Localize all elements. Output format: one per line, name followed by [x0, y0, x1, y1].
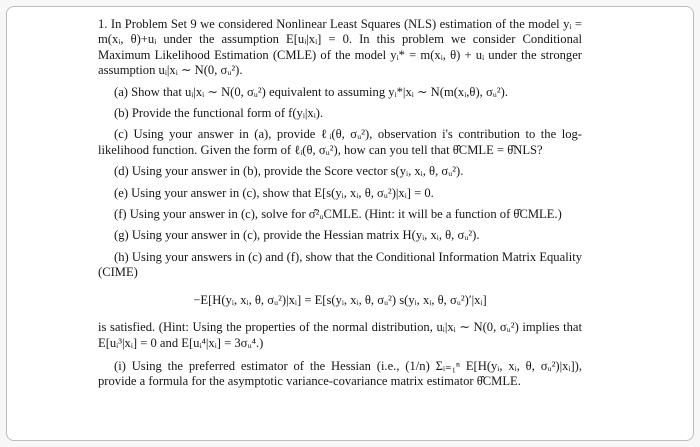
part-e: (e) Using your answer in (c), show that E[s(yᵢ, xᵢ, θ, σᵤ²)|xᵢ] = 0. [114, 185, 434, 200]
part-c: (c) Using your answer in (a), provide ℓᵢ(θ, σᵤ²), observation i's contribution to the log-likelihood function. Given the form of ℓᵢ(θ, σᵤ²), how can you tell that θ̂CMLE = θ̂NLS? [98, 127, 582, 157]
part-g: (g) Using your answer in (c), provide the Hessian matrix H(yᵢ, xᵢ, θ, σᵤ²). [114, 228, 480, 243]
part-b: (b) Provide the functional form of f(yᵢ|xᵢ). [114, 106, 324, 121]
part-d: (d) Using your answer in (b), provide the Score vector s(yᵢ, xᵢ, θ, σᵤ²). [114, 164, 464, 179]
part-i: (i) Using the preferred estimator of the Hessian (i.e., (1/n) Σᵢ₌₁ⁿ E[H(yᵢ, xᵢ, θ, σᵤ²)|xᵢ]), provide a formula for the asymptotic variance-covariance matrix estimator θ̂CMLE. [98, 358, 582, 389]
document-page [6, 6, 694, 441]
problem-text [98, 17, 582, 390]
part-a: (a) Show that uᵢ|xᵢ ∼ N(0, σᵤ²) equivalent to assuming yᵢ*|xᵢ ∼ N(m(xᵢ,θ), σᵤ²). [114, 84, 508, 99]
cime-equation: −E[H(yᵢ, xᵢ, θ, σᵤ²)|xᵢ] = E[s(yᵢ, xᵢ, θ, σᵤ²) s(yᵢ, xᵢ, θ, σᵤ²)′|xᵢ] [193, 292, 487, 307]
part-h: (h) Using your answers in (c) and (f), show that the Conditional Information Matrix Equality (CIME) [98, 249, 582, 280]
hint-paragraph: is satisfied. (Hint: Using the properties of the normal distribution, uᵢ|xᵢ ∼ N(0, σᵤ²) implies that E[uᵢ³|xᵢ] = 0 and E[uᵢ⁴|xᵢ] = 3σᵤ⁴.) [98, 320, 582, 350]
problem-intro: 1. In Problem Set 9 we considered Nonlinear Least Squares (NLS) estimation of the model yᵢ = m(xᵢ, θ)+uᵢ under the assumption E[uᵢ|xᵢ] = 0. In this problem we consider Conditional Maximum Likelihood Estimation (CMLE) of the model yᵢ* = m(xᵢ, θ) + uᵢ under the stronger assumption uᵢ|xᵢ ∼ N(0, σᵤ²). [98, 17, 582, 78]
part-f: (f) Using your answer in (c), solve for σ̂²ᵤCMLE. (Hint: it will be a function of θ̂CMLE.) [114, 207, 562, 222]
